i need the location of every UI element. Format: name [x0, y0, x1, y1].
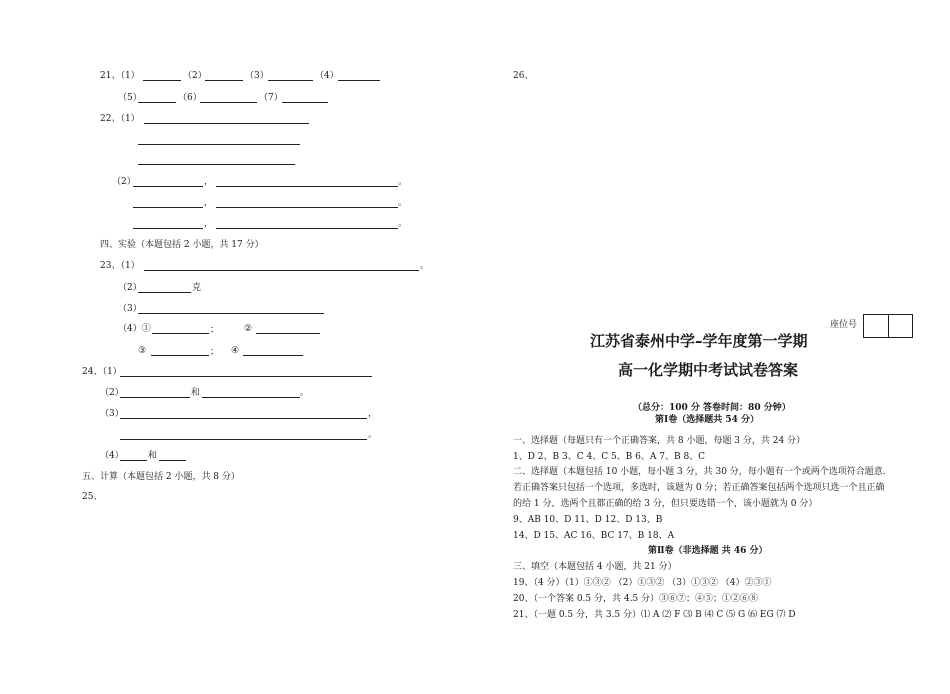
part-1-heading: 第Ⅰ卷（选择题共 54 分）	[655, 415, 760, 425]
q24-blank-4a[interactable]	[120, 460, 147, 461]
q24-label: 24、（1）	[82, 367, 122, 377]
q23-circle-2: ②	[244, 324, 253, 334]
q24-period-3: 。	[368, 430, 378, 440]
mc-header: 一、选择题（每题只有一个正确答案，共 8 小题，每题 3 分，共 24 分）	[513, 436, 806, 446]
q23-part3-label: （3）	[118, 304, 142, 314]
q24-blank-2a[interactable]	[120, 397, 190, 398]
q23-circle-4: ④	[231, 346, 240, 356]
q25-label: 25、	[82, 492, 103, 502]
mc2-header-line1: 二、选择题（本题包括 10 小题，每小题 3 分，共 30 分，每小题有一个或两个选项符合题意．	[513, 467, 892, 477]
q24-blank-2b[interactable]	[202, 397, 300, 398]
q21-blank-4[interactable]	[338, 80, 380, 81]
exam-title-line2: 高一化学期中考试试卷答案	[618, 361, 799, 379]
q23-semicolon-1: ；	[210, 325, 220, 335]
q24-blank-3b[interactable]	[120, 439, 367, 440]
q22-blank-1b[interactable]	[138, 144, 300, 145]
q22-period-3: 。	[398, 219, 408, 229]
q21-part6-label: （6）	[178, 93, 202, 103]
q23-blank-4b[interactable]	[256, 333, 320, 334]
q23-circle-3: ③	[138, 346, 147, 356]
q21-part7-label: （7）	[259, 93, 283, 103]
answer-20: 20、（一个答案 0.5 分，共 4.5 分）③⑥⑦；④⑤；①②⑥⑧	[513, 594, 759, 604]
q24-blank-3a[interactable]	[120, 418, 367, 419]
q22-part2-label: （2）	[112, 177, 136, 187]
q21-label: 21、（1）	[100, 71, 140, 81]
mc2-answers-line1: 9、AB 10、D 11、D 12、D 13、B	[513, 515, 663, 525]
seat-number-box[interactable]	[863, 314, 913, 338]
mc2-answers-line2: 14、D 15、AC 16、BC 17、B 18、A	[513, 531, 675, 541]
q22-comma-1: ，	[204, 177, 214, 187]
exam-info: （总分：100 分 答卷时间：80 分钟）	[633, 403, 791, 413]
part-2-heading: 第Ⅱ卷（非选择题 共 46 分）	[648, 546, 768, 556]
answer-19: 19、（4 分）（1）①③② （2）①③② （3）①③② （4）②③①	[513, 578, 772, 588]
q21-blank-3[interactable]	[268, 80, 313, 81]
q24-part4-label: （4）	[100, 451, 124, 461]
q21-part4-label: （4）	[315, 71, 339, 81]
q22-blank-2e[interactable]	[133, 228, 203, 229]
exam-title-line1: 江苏省泰州中学–学年度第一学期	[590, 332, 808, 350]
fill-header: 三、填空（本题包括 4 小题，共 21 分）	[513, 562, 677, 572]
q23-label: 23、（1）	[100, 261, 140, 271]
q23-semicolon-2: ；	[210, 347, 220, 357]
q22-blank-2d[interactable]	[216, 207, 398, 208]
mc2-header-line2: 若正确答案只包括一个选项，多选时，该题为 0 分；若正确答案包括两个选项只选一个且正确	[513, 483, 885, 493]
q24-period-2: 。	[300, 388, 310, 398]
q22-comma-3: ，	[204, 219, 214, 229]
q24-blank-1[interactable]	[120, 376, 372, 377]
q23-blank-1[interactable]	[144, 270, 419, 271]
q24-and-2: 和	[148, 451, 158, 461]
q23-part4-label: （4）①	[118, 324, 151, 334]
q22-comma-2: ，	[204, 198, 214, 208]
q22-blank-2b[interactable]	[216, 186, 398, 187]
section-5-heading: 五、计算（本题包括 2 小题，共 8 分）	[82, 472, 240, 482]
q22-blank-1c[interactable]	[138, 164, 295, 165]
q21-part5-label: （5）	[118, 93, 142, 103]
q23-period: 。	[420, 261, 430, 271]
q22-period-2: 。	[398, 198, 408, 208]
q24-blank-4b[interactable]	[159, 460, 186, 461]
q26-label: 26、	[513, 71, 534, 81]
q23-blank-4a[interactable]	[152, 333, 209, 334]
q22-blank-2f[interactable]	[216, 228, 398, 229]
q23-blank-2[interactable]	[138, 292, 191, 293]
q24-part3-label: （3）	[100, 409, 124, 419]
q22-blank-2c[interactable]	[133, 207, 203, 208]
q23-unit: 克	[192, 283, 202, 293]
mc-answers: 1、D 2、B 3、C 4、C 5、B 6、A 7、B 8、C	[513, 452, 706, 462]
q21-blank-6[interactable]	[200, 102, 257, 103]
q22-label: 22、（1）	[100, 114, 140, 124]
section-4-heading: 四、实验（本题包括 2 小题，共 17 分）	[100, 240, 264, 250]
q23-blank-3[interactable]	[138, 313, 324, 314]
q21-blank-2[interactable]	[205, 80, 243, 81]
q21-blank-1[interactable]	[143, 80, 181, 81]
q24-and: 和	[191, 388, 201, 398]
mc2-header-line3: 的给 1 分，选两个且都正确的给 3 分，但只要选错一个，该小题就为 0 分）	[513, 499, 818, 509]
q22-period-1: 。	[398, 177, 408, 187]
answer-21: 21、（一题 0.5 分，共 3.5 分）⑴ A ⑵ F ⑶ B ⑷ C ⑸ G ⑹ EG ⑺ D	[513, 610, 796, 620]
q21-part2-label: （2）	[183, 71, 207, 81]
q24-part2-label: （2）	[100, 388, 124, 398]
q23-blank-4d[interactable]	[243, 355, 303, 356]
q24-comma: ，	[368, 409, 378, 419]
q23-blank-4c[interactable]	[151, 355, 209, 356]
q22-blank-1a[interactable]	[144, 123, 309, 124]
q22-blank-2a[interactable]	[133, 186, 203, 187]
q23-part2-label: （2）	[118, 283, 142, 293]
seat-number-label: 座位号	[830, 320, 858, 330]
q21-blank-5[interactable]	[138, 102, 176, 103]
q21-part3-label: （3）	[245, 71, 269, 81]
q21-blank-7[interactable]	[282, 102, 328, 103]
